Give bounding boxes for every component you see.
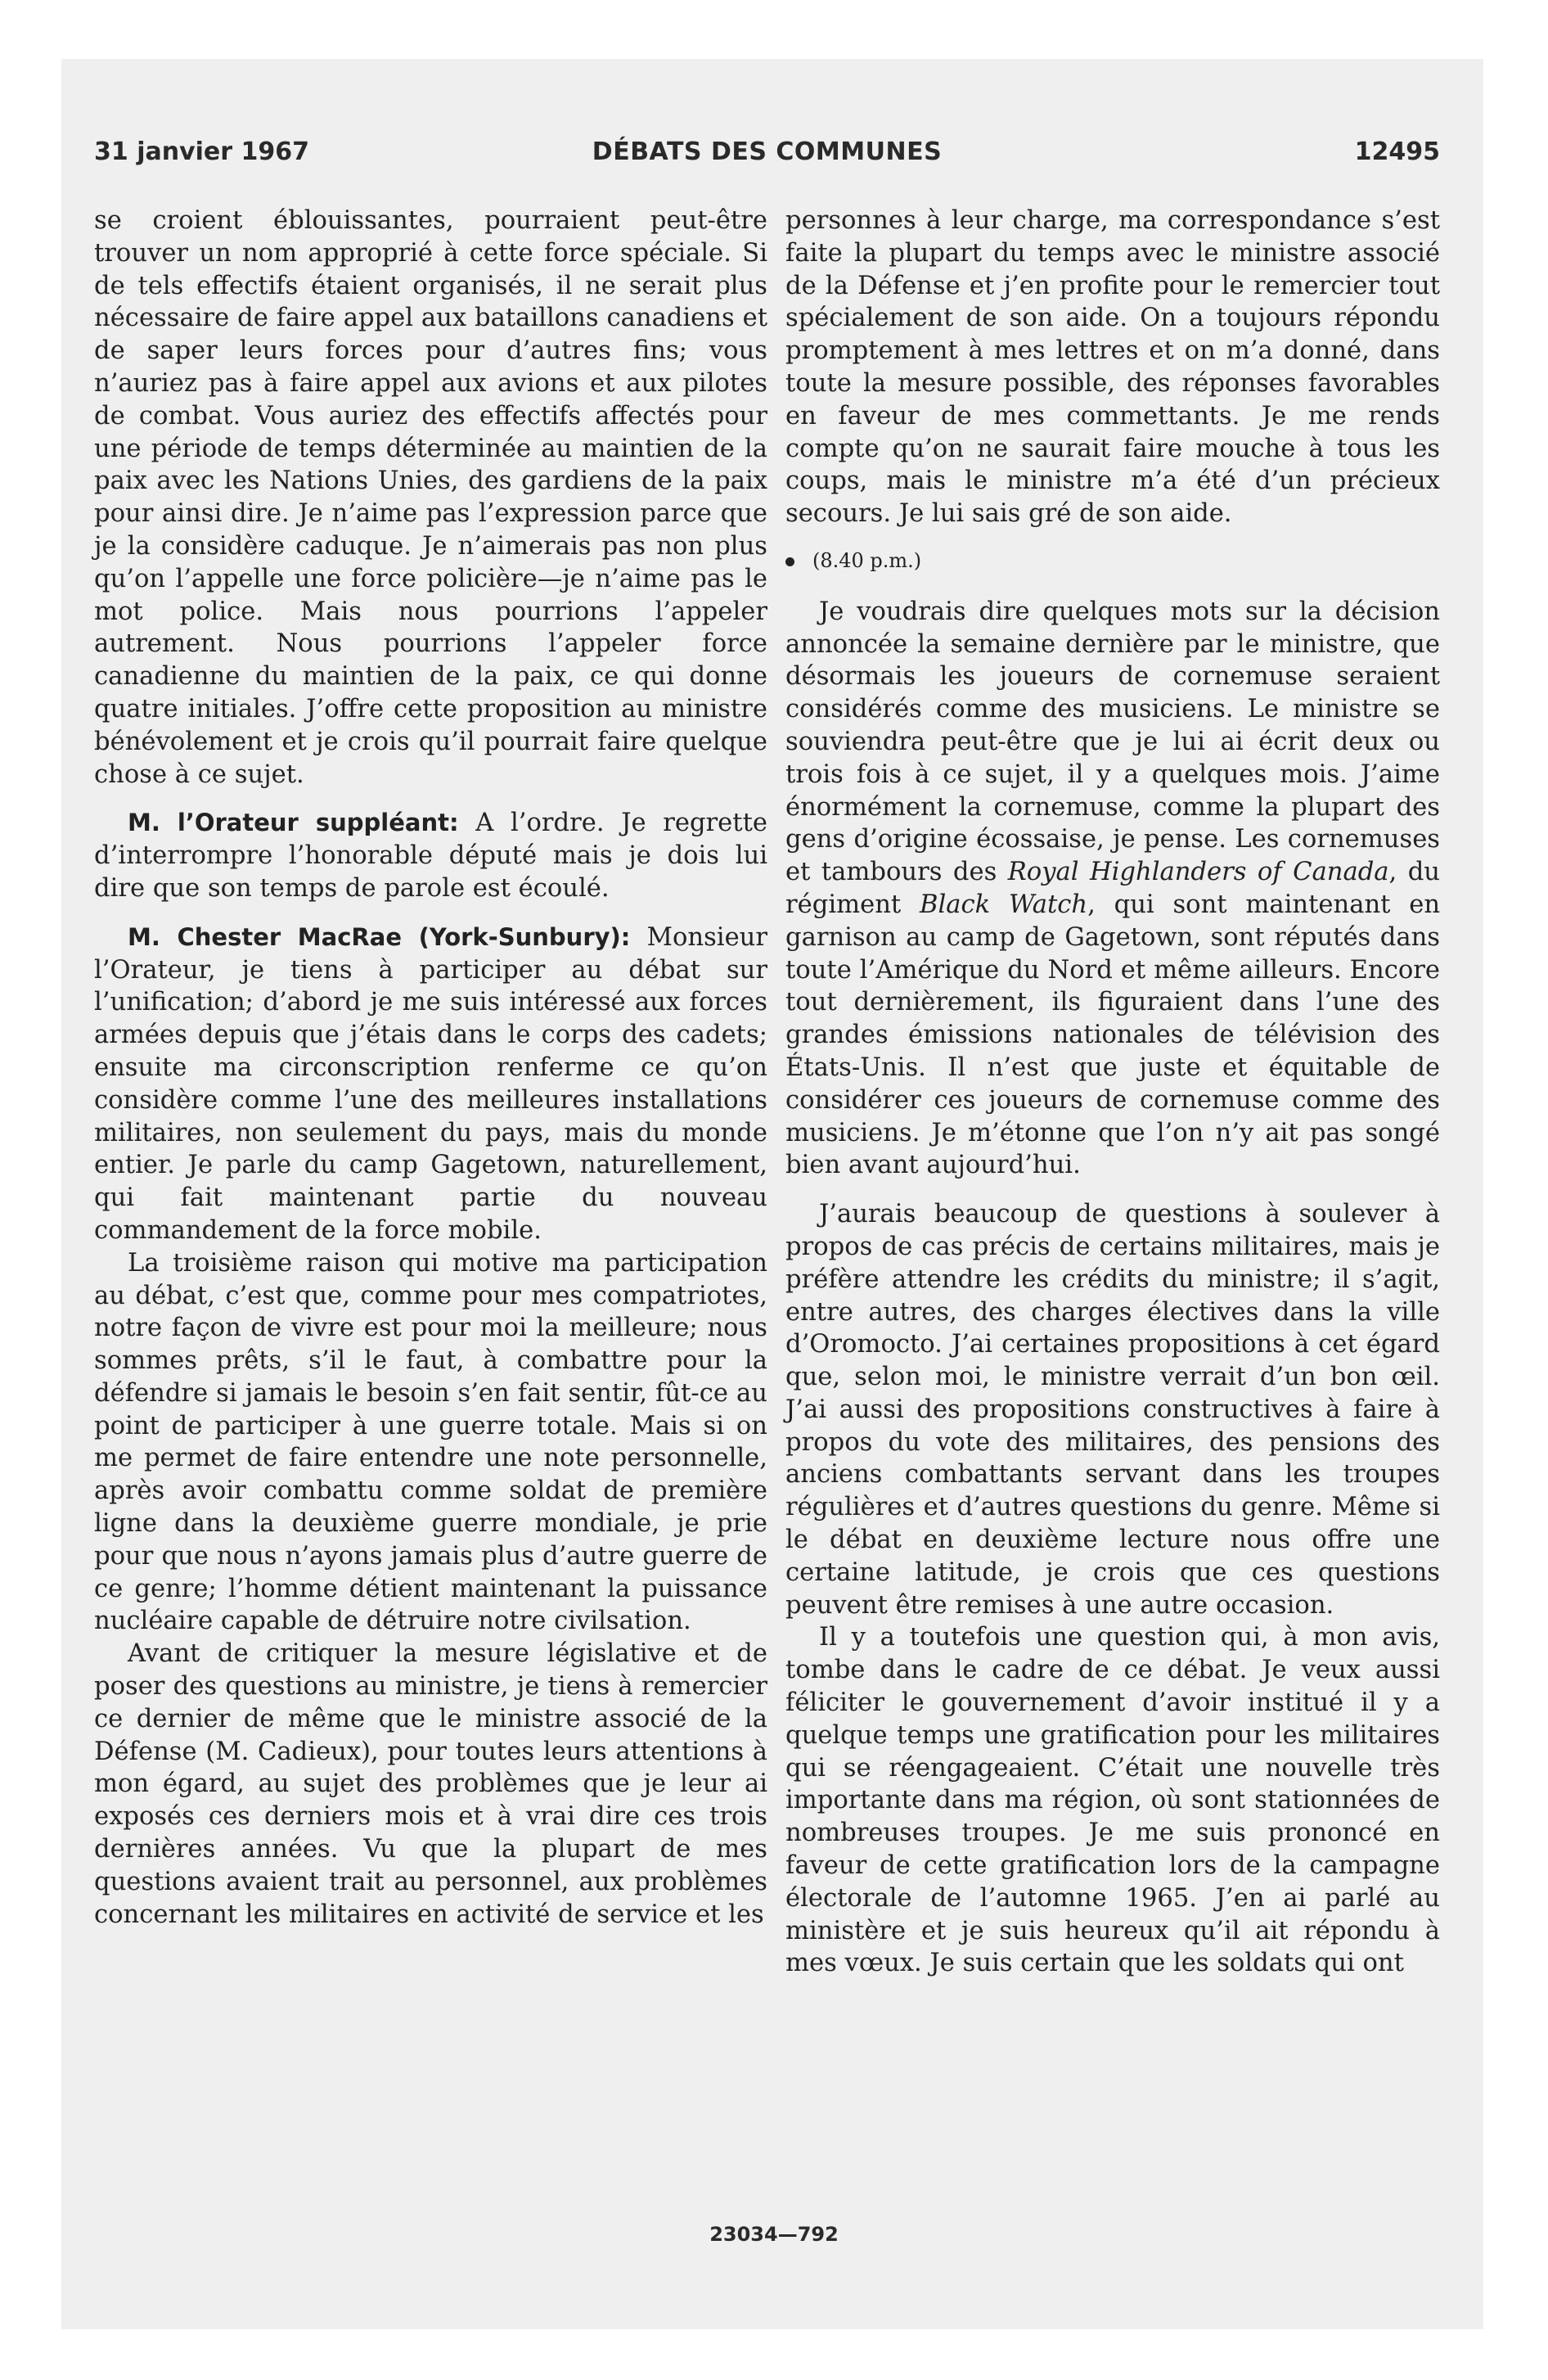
paragraph-text: , qui sont maintenant en garnison au camp de Gagetown, sont réputés dans toute l’Amérique du Nord et même ailleurs. Encore tout dernièrement, ils figuraient dans l’une des grandes émissions nationales de télévision des États-Unis. Il n’est que juste et équitable de considérer ces joueurs de cornemuse comme des musiciens. Je m’étonne que l’on n’y ait pas songé bien avant aujourd’hui. [785, 890, 1441, 1180]
speaker-name: M. Chester MacRae (York-Sunbury): [128, 922, 631, 951]
paragraph [785, 596, 1440, 1182]
paragraph-text: , du régiment [785, 858, 1440, 919]
header-title: DÉBATS DES COMMUNES [592, 137, 943, 166]
regiment-name: Royal Highlanders of Canada [1007, 858, 1389, 887]
paragraph: se croient éblouissantes, pourraient peut-être trouver un nom approprié à cette force spéciale. Si de tels effectifs étaient organisés, il ne serait plus nécessaire de faire appel aux bataillons canadiens et de saper leurs forces pour d’autres fins; vous n’auriez pas à faire appel aux avions et aux pilotes de combat. Vous auriez des effectifs affectés pour une période de temps déterminée au maintien de la paix avec les Nations Unies, des gardiens de la paix pour ainsi dire. Je n’aime pas l’expression parce que je la considère caduque. Je n’aimerais pas non plus qu’on l’appelle une force policière—je n’aime pas le mot police. Mais nous pourrions l’appeler autrement. Nous pourrions l’appeler force canadienne du maintien de la paix, ce qui donne quatre initiales. J’offre cette proposition au ministre bénévolement et je crois qu’il pourrait faire quelque chose à ce sujet. [94, 206, 767, 789]
header-date: 31 janvier 1967 [94, 137, 309, 166]
time-marker-text: (8.40 p.m.) [812, 548, 922, 572]
paragraph-text: Je voudrais dire quelques mots sur la décision annoncée la semaine dernière par le ministre, que désormais les joueurs de cornemuse seraient considérés comme des musiciens. Le ministre se souviendra peut-être que je lui ai écrit deux ou trois fois à ce sujet, il y a quelques mois. J’aime énormément la cornemuse, comme la plupart des gens d’origine écossaise, je pense. Les cornemuses et tambours des [785, 597, 1440, 887]
speaker-name: M. l’Orateur suppléant: [128, 809, 459, 837]
left-column [94, 205, 767, 1931]
speaker-paragraph [94, 922, 767, 1247]
header-page-number: 12495 [1354, 137, 1440, 166]
regiment-name: Black Watch [920, 890, 1088, 919]
page-header [94, 137, 1440, 174]
paragraph: personnes à leur charge, ma correspondance s’est faite la plupart du temps avec le ministre associé de la Défense et j’en profite pour le remercier tout spécialement de son aide. On a toujours répondu promptement à mes lettres et on m’a donné, dans toute la mesure possible, des réponses favorables en faveur de mes commettants. Je me rends compte qu’on ne saurait faire mouche à tous les coups, mais le ministre m’a été d’un précieux secours. Je lui sais gré de son aide. [785, 206, 1440, 529]
paragraph: Avant de critiquer la mesure législative et de poser des questions au ministre, je tiens à remercier ce dernier de même que le ministre associé de la Défense (M. Cadieux), pour toutes leurs attentions à mon égard, au sujet des problèmes que je leur ai exposés ces derniers mois et à vrai dire ces trois dernières années. Vu que la plupart de mes questions avaient trait au personnel, aux problèmes concernant les militaires en activité de service et les [94, 1639, 767, 1929]
paragraph: J’aurais beaucoup de questions à soulever à propos de cas précis de certains militaires, mais je préfère attendre les crédits du ministre; il s’agit, entre autres, des charges électives dans la ville d’Oromocto. J’ai certaines propositions à cet égard que, selon moi, le ministre verrait d’un bon œil. J’ai aussi des propositions constructives à faire à propos du vote des militaires, des pensions des anciens combattants servant dans les troupes régulières et d’autres questions du genre. Même si le débat en deuxième lecture nous offre une certaine latitude, je crois que ces questions peuvent être remises à une autre occasion. [785, 1200, 1440, 1620]
right-column [785, 205, 1440, 1980]
paragraph: Il y a toutefois une question qui, à mon avis, tombe dans le cadre de ce débat. Je veux aussi féliciter le gouvernement d’avoir institué il y a quelque temps une gratification pour les militaires qui se réengageaient. C’était une nouvelle très importante dans ma région, où sont stationnées de nombreuses troupes. Je me suis prononcé en faveur de cette gratification lors de la campagne électorale de l’automne 1965. J’en ai parlé au ministère et je suis heureux qu’il ait répondu à mes vœux. Je suis certain que les soldats qui ont [785, 1623, 1440, 1978]
speaker-paragraph [94, 807, 767, 904]
speech-text: Monsieur l’Orateur, je tiens à participer au débat sur l’unification; d’abord je me suis intéressé aux forces armées depuis que j’étais dans le corps des cadets; ensuite ma circonscription renferme ce qu’on considère comme l’une des meilleures installations militaires, non seulement du pays, mais du monde entier. Je parle du camp Gagetown, naturellement, qui fait maintenant partie du nouveau commandement de la force mobile. [94, 922, 768, 1245]
speech-text: A l’ordre. Je regrette d’interrompre l’honorable député mais je dois lui dire que son temps de parole est écoulé. [94, 809, 767, 903]
bullet-dot-icon [785, 557, 794, 566]
time-marker [785, 545, 1440, 578]
footer-code: 23034—792 [709, 2223, 839, 2246]
paragraph: La troisième raison qui motive ma participation au débat, c’est que, comme pour mes compatriotes, notre façon de vivre est pour moi la meilleure; nous sommes prêts, s’il le faut, à combattre pour la défendre si jamais le besoin s’en fait sentir, fût-ce au point de participer à une guerre totale. Mais si on me permet de faire entendre une note personnelle, après avoir combattu comme soldat de première ligne dans la deuxième guerre mondiale, je prie pour que nous n’ayons jamais plus d’autre guerre de ce genre; l’homme détient maintenant la puissance nucléaire capable de détruire notre civilsation. [94, 1248, 767, 1636]
